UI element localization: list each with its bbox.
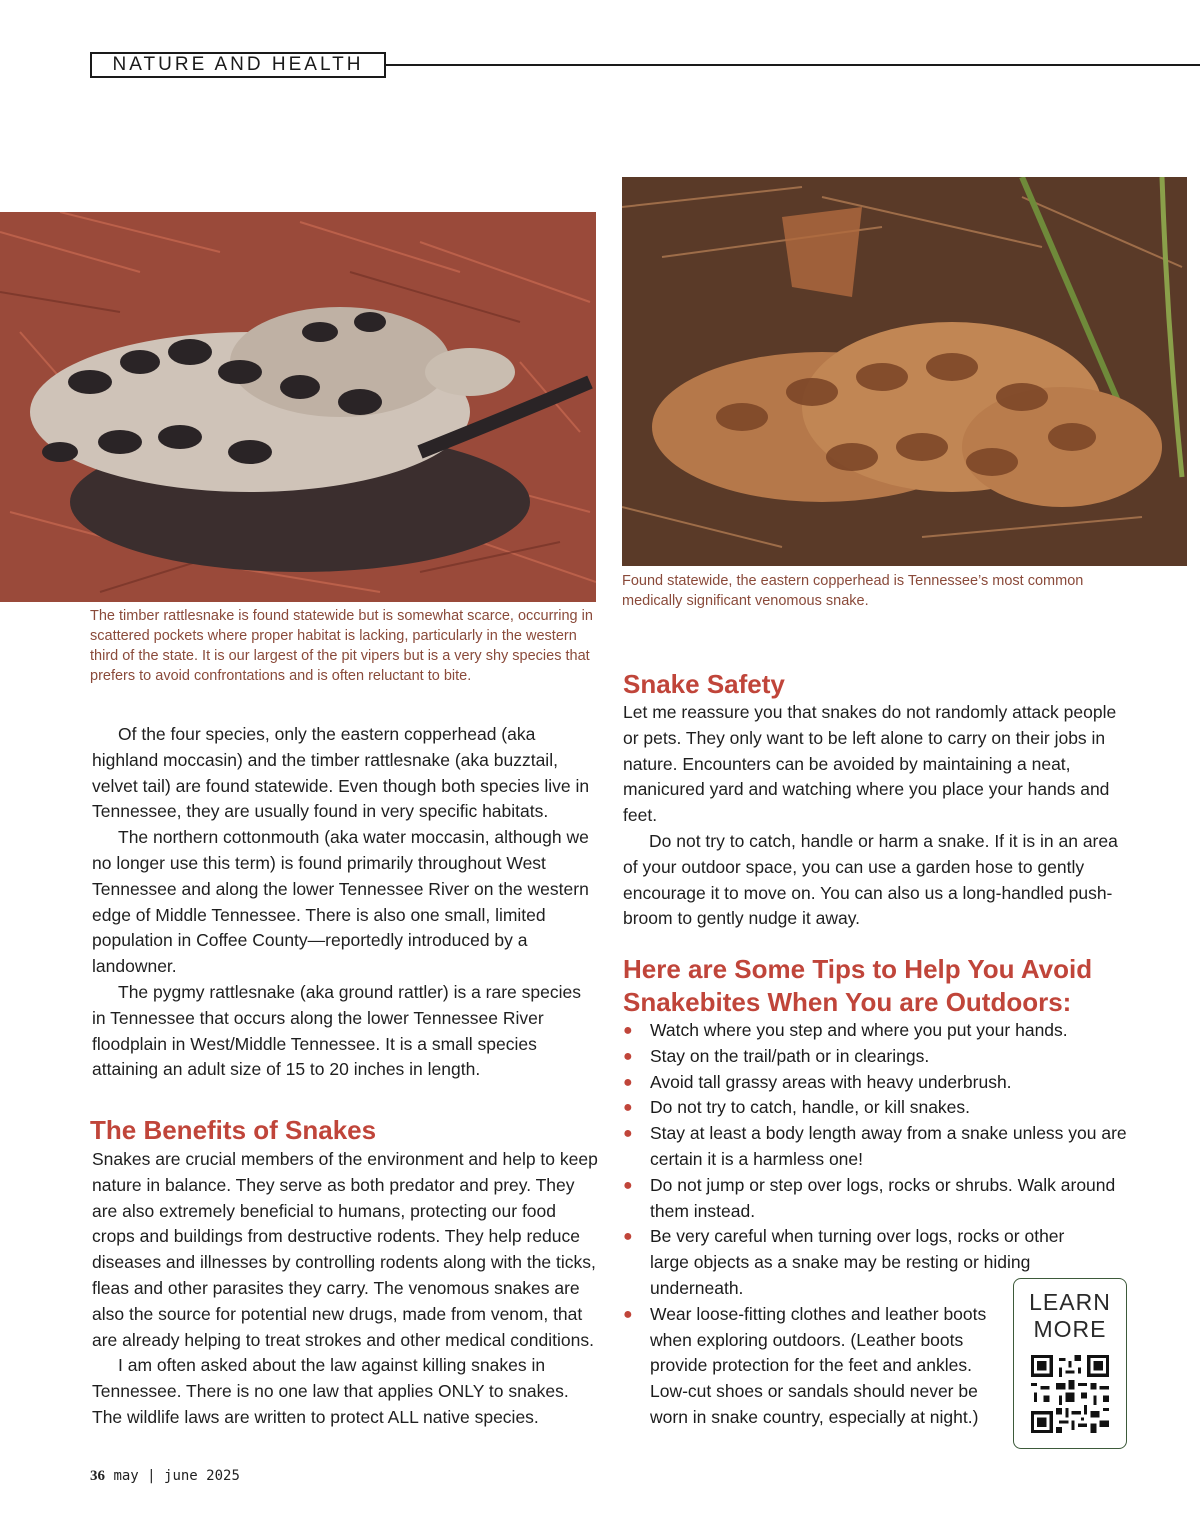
section-header (90, 52, 386, 78)
bullet-icon: ● (623, 1099, 633, 1117)
snake-safety-body (623, 700, 1133, 932)
header-rule (386, 64, 1200, 66)
issue-date: may | june 2025 (113, 1468, 240, 1484)
list-item: ● Stay on the trail/path or in clearings. (623, 1044, 1143, 1070)
bullet-icon: ● (623, 1176, 633, 1194)
paragraph: The pygmy rattlesnake (aka ground rattler) is a rare species in Tennessee that occurs along the lower Tennessee River floodplain in West/Middle Tennessee. It is a small species attaining an adult size of 15 to 20 inches in length. (92, 981, 581, 1080)
section-header-label: NATURE AND HEALTH (112, 54, 364, 75)
paragraph: I am often asked about the law against killing snakes in Tennessee. There is no one law that applies ONLY to snakes. The wildlife laws are written to protect ALL native species. (92, 1355, 569, 1427)
benefits-body (92, 1147, 598, 1431)
timber-rattlesnake-photo (0, 212, 596, 602)
list-item: ● Wear loose-fitting clothes and leather boots when exploring outdoors. (Leather boots provide protection for the feet and ankles. Low-cut shoes or sandals should never be worn in snake country, especially at night.) (623, 1303, 987, 1427)
bullet-icon: ● (623, 1125, 633, 1143)
tips-heading: Here are Some Tips to Help You Avoid Snakebites When You are Outdoors: (623, 954, 1093, 1017)
bullet-icon: ● (623, 1073, 633, 1091)
learn-more-box[interactable] (1013, 1278, 1127, 1449)
list-item: ● Do not jump or step over logs, rocks or shrubs. Walk around them instead. (623, 1174, 1116, 1221)
bullet-icon: ● (623, 1047, 633, 1065)
learn-more-label: LEARN MORE (1029, 1289, 1111, 1342)
page-number: 36 (90, 1468, 105, 1484)
paragraph: The northern cottonmouth (aka water moccasin, although we no longer use this term) is found primarily throughout West Tennessee and along the lower Tennessee River on the western edge of Middle Tennessee. There is also one small, limited population in Coffee County—reportedly introduced by a landowner. (92, 827, 589, 977)
snake-safety-heading: Snake Safety (623, 669, 785, 699)
bullet-icon: ● (623, 1305, 633, 1323)
copperhead-caption: Found statewide, the eastern copperhead is Tennessee’s most common medically significant venomous snake. (622, 573, 1084, 609)
page-footer (90, 1468, 240, 1485)
left-column-body (92, 722, 598, 1083)
paragraph: Of the four species, only the eastern copperhead (aka highland moccasin) and the timber rattlesnake (aka buzztail, velvet tail) are found statewide. Even though both species live in Tennessee, they are usually found in very specific habitats. (92, 724, 590, 822)
copperhead-photo (622, 177, 1187, 566)
list-item: ● Do not try to catch, handle, or kill snakes. (623, 1095, 1143, 1121)
bullet-icon: ● (623, 1022, 633, 1039)
paragraph: Do not try to catch, handle or harm a snake. If it is in an area of your outdoor space, you can use a garden hose to gently encourage it to move on. You can also us a long-handled push-broom to gently nudge it away. (623, 830, 1118, 929)
list-item: ● Avoid tall grassy areas with heavy underbrush. (623, 1070, 1143, 1096)
qr-code-icon[interactable] (1031, 1355, 1109, 1433)
bullet-icon: ● (623, 1228, 633, 1246)
list-item: ● Be very careful when turning over logs, rocks or other large objects as a snake may be resting or hiding underneath. (623, 1226, 1065, 1298)
list-item: ● Stay at least a body length away from a snake unless you are certain it is a harmless one! (623, 1123, 1127, 1169)
list-item: ● Watch where you step and where you put your hands. (623, 1018, 1143, 1044)
paragraph: Snakes are crucial members of the environment and help to keep nature in balance. They serve as both predator and prey. They are also extremely beneficial to humans, protecting our food crops and buildings from destructive rodents. They help reduce diseases and illnesses by controlling rodents along with the ticks, fleas and other parasites they carry. The venomous snakes are also the source for potential new drugs, made from venom, that are already helping to treat strokes and other medical conditions. (92, 1149, 598, 1350)
paragraph: Let me reassure you that snakes do not randomly attack people or pets. They only want to be left alone to carry on their jobs in nature. Encounters can be avoided by maintaining a neat, manicured yard and watching where you place your hands and feet. (623, 702, 1117, 826)
rattlesnake-caption: The timber rattlesnake is found statewide but is somewhat scarce, occurring in scattered pockets where proper habitat is lacking, particularly in the western third of the state. It is our largest of the pit vipers but is a very shy species that prefers to avoid confrontations and is often reluctant to bite. (90, 608, 593, 684)
benefits-heading: The Benefits of Snakes (90, 1115, 377, 1145)
